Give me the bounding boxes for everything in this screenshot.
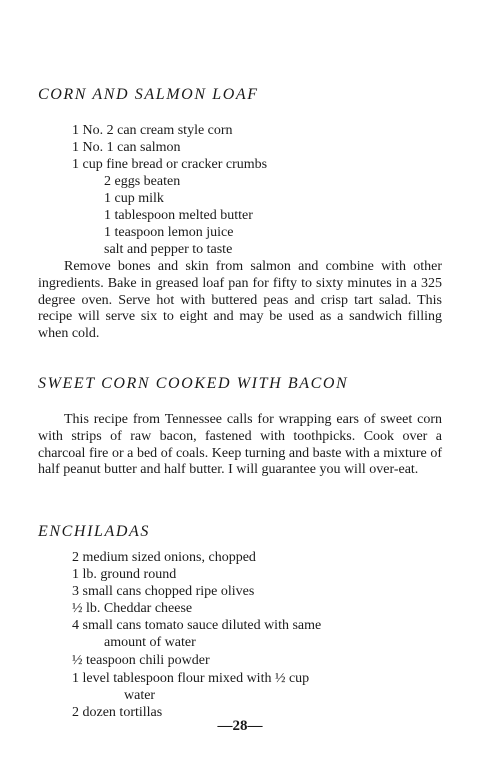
ingredient-line-continued: water: [124, 688, 156, 703]
ingredient-line: 2 eggs beaten: [104, 174, 181, 189]
recipe-title-enchiladas: ENCHILADAS: [38, 523, 150, 540]
ingredient-line: 1 cup milk: [104, 191, 164, 206]
ingredient-line: 4 small cans tomato sauce diluted with same: [72, 618, 322, 633]
ingredient-line: 2 dozen tortillas: [72, 705, 163, 720]
recipe-title-corn-salmon-loaf: CORN AND SALMON LOAF: [38, 86, 259, 103]
ingredient-line-continued: amount of water: [104, 635, 196, 650]
ingredient-line: 3 small cans chopped ripe olives: [72, 584, 255, 599]
ingredient-line: 1 No. 1 can salmon: [72, 140, 181, 155]
recipe-title-sweet-corn-bacon: SWEET CORN COOKED WITH BACON: [38, 375, 349, 392]
page-number: —28—: [217, 718, 263, 734]
ingredient-line: 1 tablespoon melted butter: [104, 208, 253, 223]
recipe-instructions: Remove bones and skin from salmon and combine with other ingredients. Bake in greased loaf pan for fifty to sixty minutes in a 325 degree oven. Serve hot with buttered peas and crisp tart salad. This recipe will serve six to eight and may be used as a sandwich filling when cold.: [38, 259, 442, 342]
ingredient-line: ½ teaspoon chili powder: [72, 653, 210, 668]
ingredient-line: 1 lb. ground round: [72, 567, 177, 582]
ingredient-line: ½ lb. Cheddar cheese: [72, 601, 193, 616]
ingredient-line: 1 level tablespoon flour mixed with ½ cup: [72, 671, 310, 686]
ingredient-line: 1 No. 2 can cream style corn: [72, 123, 233, 138]
ingredient-line: 2 medium sized onions, chopped: [72, 550, 256, 565]
ingredient-line: salt and pepper to taste: [104, 242, 233, 257]
recipe-instructions: This recipe from Tennessee calls for wrapping ears of sweet corn with strips of raw bacon, fastened with toothpicks. Cook over a charcoal fire or a bed of coals. Keep turning and baste with a mixture of half peanut butter and half butter. I will guarantee you will over-eat.: [38, 412, 442, 478]
ingredient-line: 1 cup fine bread or cracker crumbs: [72, 157, 268, 172]
ingredient-line: 1 teaspoon lemon juice: [104, 225, 234, 240]
